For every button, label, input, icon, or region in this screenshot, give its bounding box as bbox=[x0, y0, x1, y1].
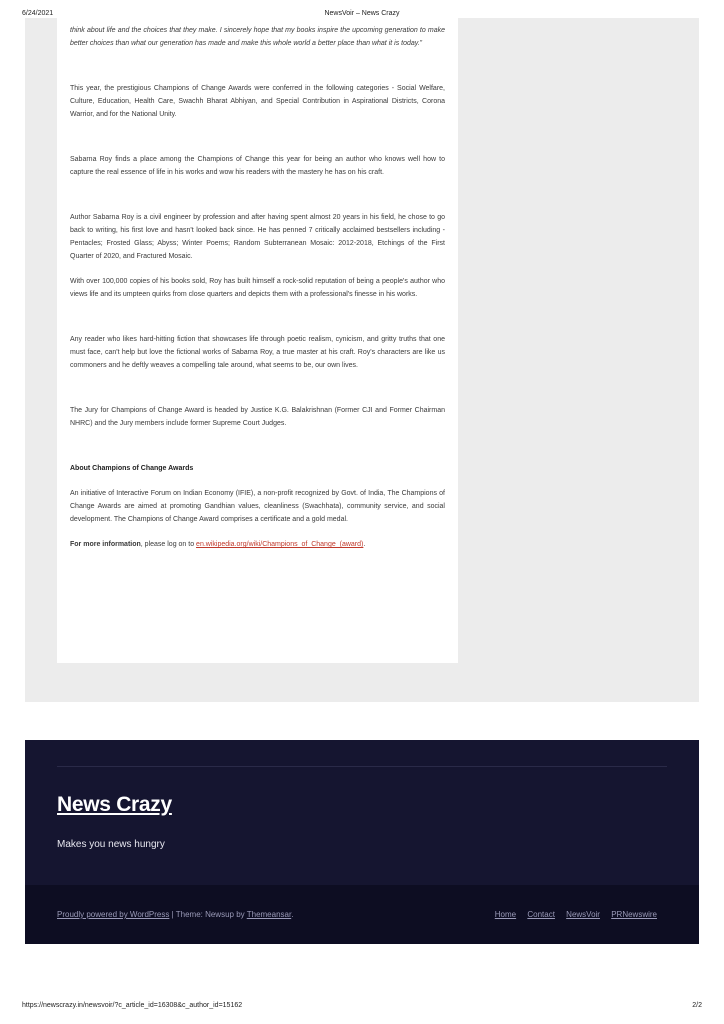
print-footer bbox=[0, 1002, 724, 1016]
footer-nav-home[interactable]: Home bbox=[494, 910, 517, 919]
article-paragraph: This year, the prestigious Champions of Change Awards were conferred in the following categories - Social Welfare, Culture, Education, Health Care, Swachh Bharat Abhiyan, and Special Contribution in Aspirational Districts, Corona Warrior, and for the National Unity. bbox=[70, 85, 445, 118]
site-title-link[interactable]: News Crazy bbox=[57, 793, 172, 816]
footer-bottom-bar bbox=[25, 885, 699, 944]
site-footer bbox=[25, 740, 699, 885]
credits-end: . bbox=[291, 910, 294, 919]
footer-nav-prnewswire[interactable]: PRNewswire bbox=[611, 910, 657, 919]
print-page-title: NewsVoir – News Crazy bbox=[324, 10, 400, 17]
article-paragraph: Sabarna Roy finds a place among the Champions of Change this year for being an author who knows well how to capture the real essence of life in his works and wow his readers with the mastery he has on his craft. bbox=[70, 156, 445, 176]
footer-nav bbox=[486, 910, 657, 919]
more-info-line bbox=[70, 538, 445, 551]
author-quote: think about life and the choices that they make. I sincerely hope that my books inspire the upcoming generation to make better choices than what our generation has made and make this whole world a better place than what it is today.” bbox=[70, 27, 445, 47]
footer-nav-newsvoir[interactable]: NewsVoir bbox=[566, 910, 600, 919]
more-info-end: . bbox=[363, 541, 366, 548]
wikipedia-link[interactable]: en.wikipedia.org/wiki/Champions_of_Change_(award) bbox=[196, 541, 364, 548]
article-paragraph: Any reader who likes hard-hitting fiction that showcases life through poetic realism, cynicism, and gritty truths that one must face, can't help but love the fictional works of Sabarna Roy, a true master at his craft. Roy's characters are like us commoners and he deftly weaves a compelling tale around, what seems to be, our own lives. bbox=[70, 336, 445, 369]
wordpress-link[interactable]: Proudly powered by WordPress bbox=[57, 910, 170, 919]
about-paragraph: An initiative of Interactive Forum on Indian Economy (IFIE), a non-profit recognized by Govt. of India, The Champions of Change Awards are aimed at promoting Gandhian values, cleanliness (Swachhata), community service, and social development. The Champions of Change Award comprises a certificate and a gold medal. bbox=[70, 490, 445, 523]
about-heading: About Champions of Change Awards bbox=[70, 465, 194, 472]
print-url: https://newscrazy.in/newsvoir/?c_article_id=16308&c_author_id=15162 bbox=[22, 1002, 243, 1009]
article-paragraph: Author Sabarna Roy is a civil engineer by profession and after having spent almost 20 years in his field, he chose to go back to writing, his first love and hasn't looked back since. He has penned 7 critically acclaimed bestsellers including - Pentacles; Frosted Glass; Abyss; Winter Poems; Random Subterranean Mosaic: 2012-2018, Etchings of the First Quarter of 2020, and Fractured Mosaic. bbox=[70, 214, 445, 260]
themeansar-link[interactable]: Themeansar bbox=[246, 910, 292, 919]
more-info-label: For more information bbox=[70, 541, 141, 548]
article-body bbox=[70, 24, 445, 551]
footer-divider bbox=[57, 766, 667, 767]
print-date: 6/24/2021 bbox=[22, 10, 54, 17]
print-page-number: 2/2 bbox=[692, 1002, 702, 1009]
footer-nav-contact[interactable]: Contact bbox=[527, 910, 555, 919]
article-paragraph: With over 100,000 copies of his books sold, Roy has built himself a rock-solid reputation of being a people's author who views life and its umpteen quirks from close quarters and depicts them with a professional's finesse in his works. bbox=[70, 278, 445, 298]
more-info-text: , please log on to bbox=[140, 541, 197, 548]
site-tagline: Makes you news hungry bbox=[57, 839, 165, 850]
article-card bbox=[57, 18, 458, 663]
article-paragraph: The Jury for Champions of Change Award is headed by Justice K.G. Balakrishnan (Former CJI and Former Chairman NHRC) and the Jury members include former Supreme Court Judges. bbox=[70, 407, 445, 427]
theme-credit-text: | Theme: Newsup by bbox=[169, 910, 247, 919]
footer-credits bbox=[57, 910, 293, 919]
